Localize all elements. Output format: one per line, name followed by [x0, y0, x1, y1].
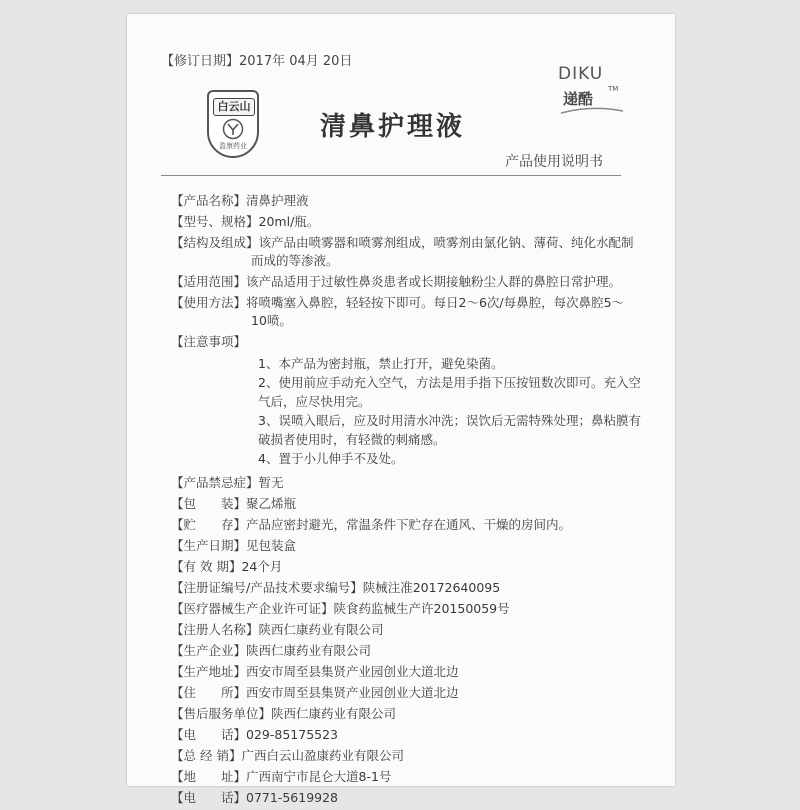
field-value-continued: 而成的等渗液。	[251, 253, 339, 268]
trademark-mark: TM	[608, 85, 619, 93]
field-label: 【电 话】	[171, 790, 247, 805]
brand-swoosh-icon	[559, 106, 625, 116]
field-value: 陕西仁康药业有限公司	[258, 622, 384, 637]
field-label: 【生产地址】	[171, 664, 247, 679]
logo-wordmark: 白云山	[213, 98, 255, 116]
field-list	[171, 192, 641, 810]
field-row	[171, 705, 641, 726]
field-value: 029-85175523	[246, 727, 339, 742]
field-value: 西安市周至县集贤产业园创业大道北边	[246, 685, 459, 700]
field-label: 【贮 存】	[171, 517, 247, 532]
field-label: 【注册证编号/产品技术要求编号】	[171, 580, 363, 595]
field-label: 【住 所】	[171, 685, 247, 700]
field-label: 【售后服务单位】	[171, 706, 272, 721]
field-row	[171, 726, 641, 747]
field-value: 陕食药监械生产许20150059号	[333, 601, 510, 616]
field-label: 【适用范围】	[171, 274, 247, 289]
note-item: 2、使用前应手动充入空气，方法是用手指下压按钮数次即可。充入空气后，应尽快用完。	[258, 375, 641, 409]
field-row	[171, 234, 641, 273]
field-row	[171, 192, 641, 213]
field-value: 陕西仁康药业有限公司	[246, 643, 372, 658]
field-row	[171, 768, 641, 789]
field-row	[171, 495, 641, 516]
field-value: 陕械注准20172640095	[362, 580, 501, 595]
field-label: 【生产企业】	[171, 643, 247, 658]
field-row	[171, 294, 641, 333]
field-value: 20ml/瓶。	[258, 214, 320, 229]
baiyunshan-logo	[207, 90, 259, 158]
note-item: 3、误喷入眼后，应及时用清水冲洗；误饮后无需特殊处理；鼻粘膜有破损者使用时，有轻微的刺痛感。	[258, 413, 641, 447]
field-value: 该产品由喷雾器和喷雾剂组成，喷雾剂由氯化钠、薄荷、纯化水配制	[258, 235, 634, 250]
field-row	[171, 273, 641, 294]
field-label: 【生产日期】	[171, 538, 247, 553]
revision-date: 【修订日期】2017年 04月 20日	[161, 54, 353, 69]
logo-subtitle: 盈康药业	[219, 142, 247, 150]
instruction-sheet	[127, 14, 675, 805]
note-item: 1、本产品为密封瓶，禁止打开，避免染菌。	[258, 356, 504, 371]
field-label: 【产品名称】	[171, 193, 247, 208]
field-value: 清鼻护理液	[246, 193, 309, 208]
field-label: 【地 址】	[171, 769, 247, 784]
field-value: 0771-5619928	[246, 790, 339, 805]
field-value: 产品应密封避光，常温条件下贮存在通风、干燥的房间内。	[246, 517, 572, 532]
field-value: 见包装盒	[246, 538, 297, 553]
field-row	[171, 684, 641, 705]
field-label: 【包 装】	[171, 496, 247, 511]
field-value: 将喷嘴塞入鼻腔，轻轻按下即可。每日2～6次/每鼻腔，每次鼻腔5～	[246, 295, 625, 310]
header-divider	[161, 175, 621, 176]
field-row	[171, 558, 641, 579]
field-row	[171, 213, 641, 234]
field-label: 【产品禁忌症】	[171, 475, 259, 490]
field-row	[171, 621, 641, 642]
notes-list	[171, 354, 641, 468]
field-row	[171, 579, 641, 600]
field-value: 西安市周至县集贤产业园创业大道北边	[246, 664, 459, 679]
field-row	[171, 516, 641, 537]
field-value: 暂无	[258, 475, 284, 490]
field-row	[171, 537, 641, 558]
field-label: 【电 话】	[171, 727, 247, 742]
field-value: 广西白云山盈康药业有限公司	[241, 748, 404, 763]
field-value-continued: 10喷。	[251, 313, 292, 328]
field-row	[171, 642, 641, 663]
field-value: 广西南宁市昆仑大道8-1号	[246, 769, 392, 784]
field-label: 【注册人名称】	[171, 622, 259, 637]
document-type: 产品使用说明书	[505, 154, 603, 170]
field-value: 聚乙烯瓶	[246, 496, 297, 511]
field-label: 【结构及组成】	[171, 235, 259, 250]
field-label: 【有 效 期】	[171, 559, 242, 574]
field-label: 【型号、规格】	[171, 214, 259, 229]
field-value: 24个月	[241, 559, 283, 574]
brand-name-en: DIKU	[558, 64, 604, 84]
field-label: 【总 经 销】	[171, 748, 242, 763]
field-value: 该产品适用于过敏性鼻炎患者或长期接触粉尘人群的鼻腔日常护理。	[246, 274, 622, 289]
emblem-icon	[222, 118, 244, 140]
field-row	[171, 600, 641, 621]
note-item: 4、置于小儿伸手不及处。	[258, 451, 404, 466]
field-row	[171, 474, 641, 495]
brand-name-cn: 递酷	[563, 90, 594, 108]
field-row	[171, 663, 641, 684]
field-row	[171, 747, 641, 768]
field-label: 【使用方法】	[171, 295, 247, 310]
product-title: 清鼻护理液	[320, 112, 466, 142]
field-label: 【医疗器械生产企业许可证】	[171, 601, 334, 616]
field-value: 陕西仁康药业有限公司	[271, 706, 397, 721]
notes-heading-row	[171, 333, 641, 354]
notes-label: 【注意事项】	[171, 334, 247, 349]
